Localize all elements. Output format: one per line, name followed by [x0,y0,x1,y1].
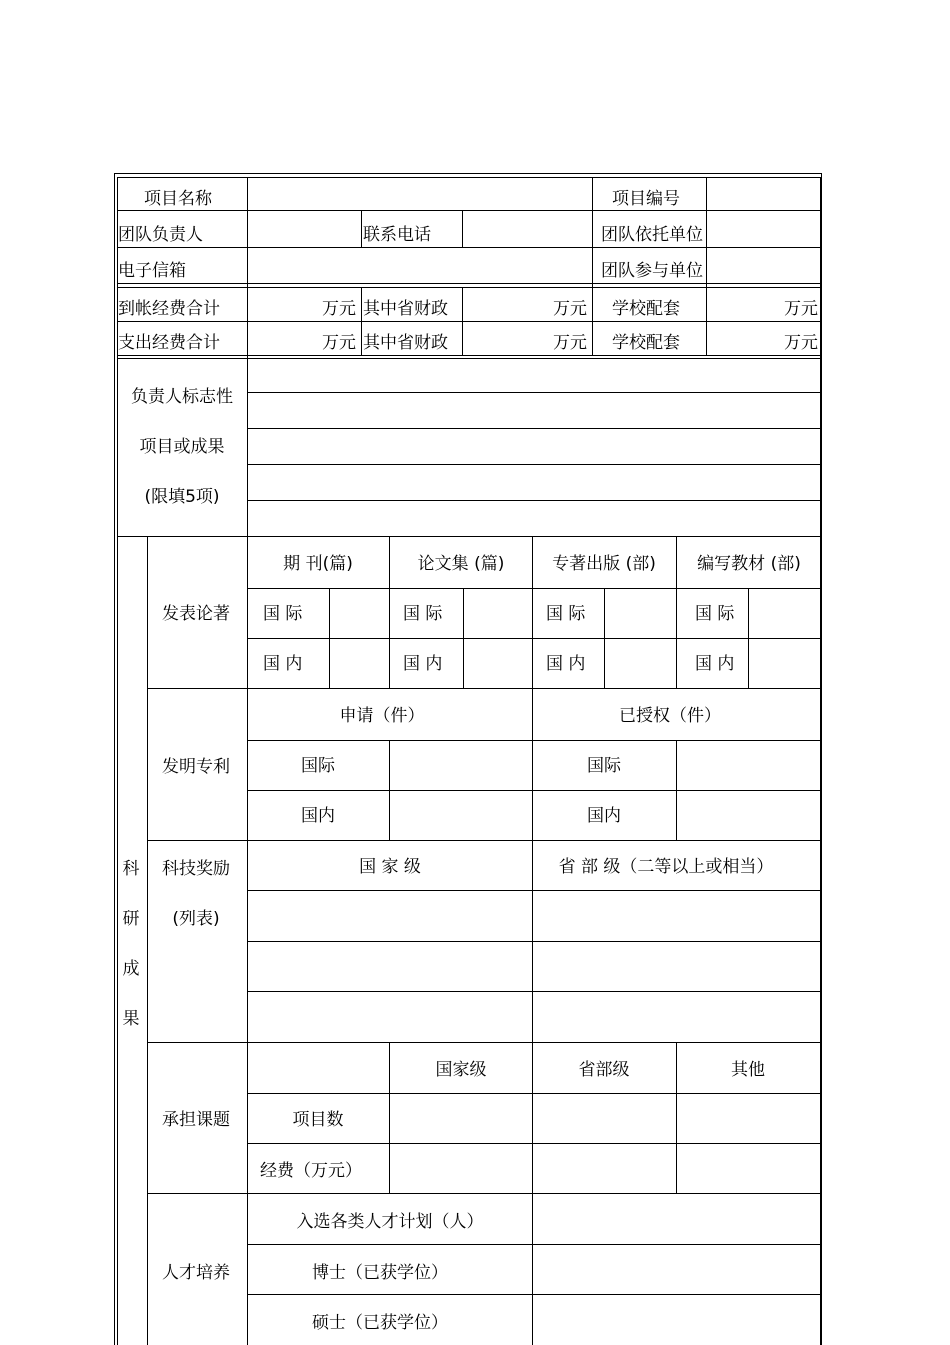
grid-line [117,177,820,178]
publications-label: 发表论著 [162,604,230,624]
col-journal: 期 刊(篇) [283,554,353,574]
provincial-label: 其中省财政 [363,299,448,319]
project-name-label: 项目名称 [144,189,212,209]
grid-line [389,740,390,840]
provincial-label: 其中省财政 [363,333,448,353]
grid-line [462,210,463,247]
domestic-label: 国 内 [403,654,443,674]
grid-line [248,392,820,393]
projects-provincial-label: 省部级 [578,1060,630,1080]
grid-line [247,177,248,1345]
domestic-label: 国内 [587,806,621,826]
research-side-label-char: 成 [122,959,140,979]
unit-label: 万元 [784,299,818,319]
landmark-label-2: 项目或成果 [139,437,225,457]
grid-line [329,588,330,688]
patents-granted-label: 已授权（件） [619,706,721,726]
grid-line [148,1042,820,1043]
intl-label: 国 际 [403,604,443,624]
received-total-label: 到帐经费合计 [118,299,220,319]
landmark-label-3: (限填5项) [144,487,220,507]
grid-line [117,536,820,537]
projects-label: 承担课题 [162,1110,230,1130]
domestic-label: 国 内 [263,654,303,674]
grid-line [248,500,820,501]
projects-funding-label: 经费（万元） [260,1161,362,1181]
grid-line [532,536,533,688]
grid-line [248,991,820,992]
unit-label: 万元 [322,299,356,319]
grid-line [248,1093,820,1094]
grid-line [248,941,820,942]
talent-phd-label: 博士（已获学位） [312,1263,448,1283]
intl-label: 国 际 [546,604,586,624]
research-side-label-char: 研 [122,909,140,929]
grid-line [592,177,593,356]
unit-label: 万元 [784,333,818,353]
talent-master-label: 硕士（已获学位） [312,1313,448,1333]
grid-line [117,358,820,359]
grid-line [148,840,820,841]
patents-label: 发明专利 [162,757,230,777]
unit-label: 万元 [322,333,356,353]
grid-line [148,688,820,689]
domestic-label: 国 内 [546,654,586,674]
intl-label: 国 际 [695,604,735,624]
grid-line [117,247,820,248]
grid-line [389,536,390,688]
patents-applied-label: 申请（件） [339,706,425,726]
unit-label: 万元 [553,299,587,319]
awards-provincial-label: 省 部 级（二等以上或相当） [558,857,774,877]
grid-line [117,283,820,284]
grid-line [147,536,148,1345]
domestic-label: 国内 [301,806,335,826]
domestic-label: 国 内 [695,654,735,674]
phone-label: 联系电话 [363,225,431,245]
grid-line [676,536,677,688]
landmark-label-1: 负责人标志性 [131,387,233,407]
grid-line [532,688,533,840]
grid-line [389,1042,390,1193]
grid-line [248,588,820,589]
partner-unit-label: 团队参与单位 [601,261,703,281]
grid-line [248,1294,820,1295]
grid-line [361,210,362,247]
grid-line [117,210,820,211]
grid-line [248,740,820,741]
research-side-label-char: 果 [122,1009,140,1029]
grid-line [462,287,463,356]
talent-label: 人才培养 [162,1263,230,1283]
grid-line [820,177,821,1345]
grid-line [676,740,677,840]
awards-label: 科技奖励 [162,859,230,879]
grid-line [532,1042,533,1193]
grid-line [532,1193,533,1345]
grid-line [361,287,362,356]
intl-label: 国 际 [263,604,303,624]
awards-label-2: (列表) [172,909,220,929]
intl-label: 国际 [587,756,621,776]
project-no-label: 项目编号 [612,189,680,209]
grid-line [148,1193,820,1194]
grid-line [248,790,820,791]
leader-label: 团队负责人 [118,225,203,245]
grid-line [248,1244,820,1245]
grid-line [248,1143,820,1144]
grid-line [248,890,820,891]
grid-line [748,588,749,688]
grid-line [248,464,820,465]
unit-label: 万元 [553,333,587,353]
grid-line [117,355,820,356]
grid-line [604,588,605,688]
intl-label: 国际 [301,756,335,776]
research-side-label-char: 科 [122,859,140,879]
host-unit-label: 团队依托单位 [601,225,703,245]
awards-national-label: 国 家 级 [359,857,421,877]
grid-line [248,428,820,429]
col-monograph: 专著出版 (部) [552,554,656,574]
school-matching-label: 学校配套 [612,299,680,319]
grid-line [706,177,707,356]
school-matching-label: 学校配套 [612,333,680,353]
grid-line [117,321,820,322]
spent-total-label: 支出经费合计 [118,333,220,353]
col-textbook: 编写教材 (部) [697,554,801,574]
grid-line [248,638,820,639]
projects-count-label: 项目数 [292,1110,344,1130]
talent-plans-label: 入选各类人才计划（人） [296,1212,484,1232]
grid-line [676,1042,677,1193]
grid-line [463,588,464,688]
grid-line [532,840,533,1042]
col-proceedings: 论文集 (篇) [417,554,505,574]
projects-other-label: 其他 [731,1060,765,1080]
projects-national-label: 国家级 [435,1060,487,1080]
email-label: 电子信箱 [118,261,186,281]
grid-line [117,287,820,288]
